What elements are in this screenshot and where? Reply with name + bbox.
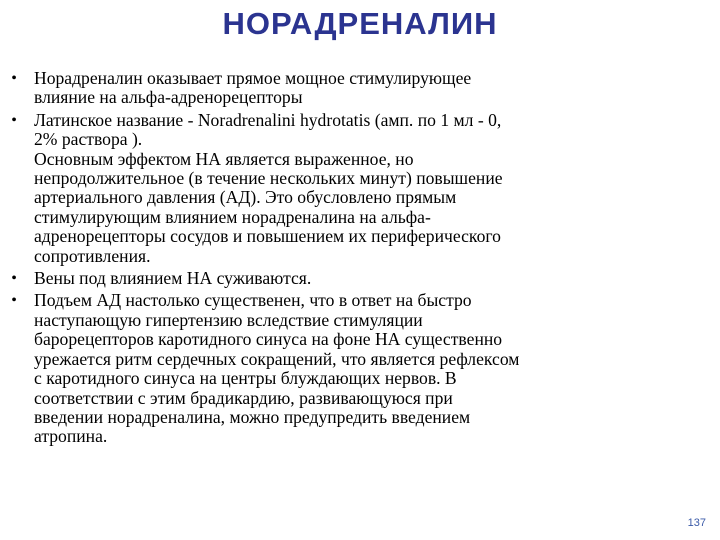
text-line: Норадреналин оказывает прямое мощное стимулирующее <box>34 68 472 88</box>
bullet-item <box>8 69 708 108</box>
bullet-icon: • <box>11 270 17 288</box>
bullet-item <box>8 111 708 266</box>
text-line: Латинское название - Noradrenalini hydrotatis (амп. по 1 мл - 0, <box>34 109 502 130</box>
text-line: введении норадреналина, можно предупредить введением <box>34 406 471 427</box>
text-line: соответствии с этим брадикардию, развивающуюся при <box>34 387 453 408</box>
bullet-icon: • <box>11 111 17 129</box>
page-number: 137 <box>687 517 706 529</box>
text-line: с каротидного синуса на центры блуждающих нервов. В <box>34 368 457 389</box>
text-line: атропина. <box>34 426 108 447</box>
text-line: стимулирующим влиянием норадреналина на альфа- <box>34 206 431 227</box>
text-line: Вены под влиянием НА суживаются. <box>34 268 312 289</box>
text-line: барорецепторов каротидного синуса на фоне НА существенно <box>34 329 503 350</box>
bullet-item <box>8 291 708 446</box>
text-line: Подъем АД настолько существенен, что в ответ на быстро <box>34 290 472 311</box>
bullet-icon: • <box>11 292 17 310</box>
text-line: сопротивления. <box>34 245 151 266</box>
text-line: влияние на альфа-адренорецепторы <box>34 87 303 108</box>
text-line: урежается ритм сердечных сокращений, что является рефлексом <box>34 348 520 369</box>
text-line: непродолжительное (в течение нескольких минут) повышение <box>34 168 503 189</box>
bullet-list <box>8 69 708 450</box>
text-line: наступающую гипертензию вследствие стимуляции <box>34 309 423 330</box>
bullet-item <box>8 269 708 288</box>
bullet-icon: • <box>11 70 17 87</box>
text-line: адренорецепторы сосудов и повышением их периферического <box>34 226 501 247</box>
text-line: Основным эффектом НА является выраженное, но <box>34 148 414 169</box>
text-line: артериального давления (АД). Это обусловлено прямым <box>34 187 457 208</box>
slide-title: НОРАДРЕНАЛИН <box>222 6 498 41</box>
text-line: 2% раствора ). <box>34 129 143 150</box>
